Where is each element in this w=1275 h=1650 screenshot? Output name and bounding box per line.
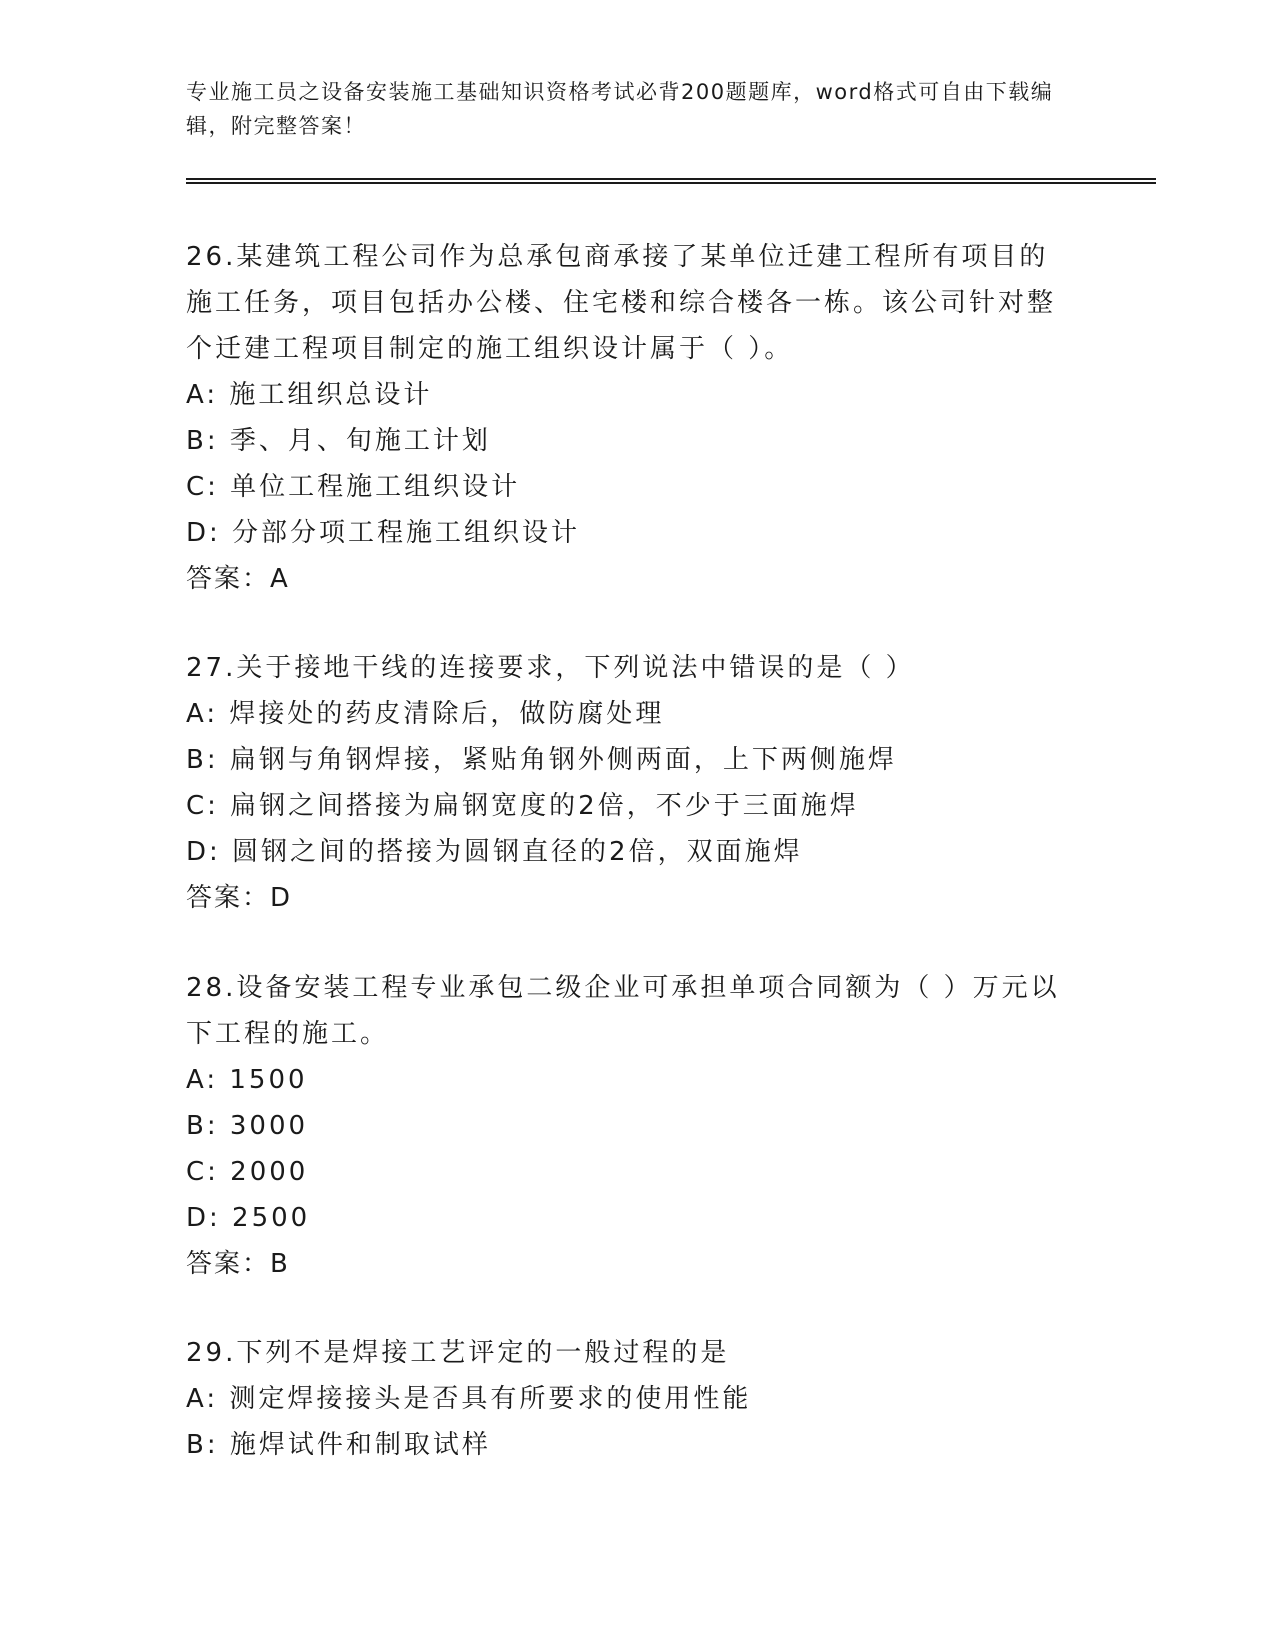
question-stem: 26.某建筑工程公司作为总承包商承接了某单位迁建工程所有项目的施工任务，项目包括办公楼、住宅楼和综合楼各一栋。该公司针对整个迁建工程项目制定的施工组织设计属于（ ）。 [186,242,1057,364]
option-a: A: 测定焊接接头是否具有所要求的使用性能 [186,1384,752,1414]
option-b: B: 季、月、旬施工计划 [186,426,491,456]
option-c: C: 2000 [186,1157,309,1187]
question-28 [186,965,1066,1287]
option-d: D: 分部分项工程施工组织设计 [186,518,581,548]
question-stem: 27.关于接地干线的连接要求，下列说法中错误的是（ ） [186,653,915,683]
option-a: A: 1500 [186,1065,308,1095]
answer: 答案：B [186,1249,290,1279]
option-d: D: 圆钢之间的搭接为圆钢直径的2倍，双面施焊 [186,837,803,867]
question-26 [186,234,1066,602]
question-stem: 29.下列不是焊接工艺评定的一般过程的是 [186,1338,730,1368]
option-b: B: 扁钢与角钢焊接，紧贴角钢外侧两面，上下两侧施焊 [186,745,897,775]
question-27 [186,645,1066,921]
option-c: C: 单位工程施工组织设计 [186,472,521,502]
question-29 [186,1330,1066,1468]
option-a: A: 施工组织总设计 [186,380,433,410]
option-b: B: 施焊试件和制取试样 [186,1430,491,1460]
option-d: D: 2500 [186,1203,311,1233]
option-c: C: 扁钢之间搭接为扁钢宽度的2倍，不少于三面施焊 [186,791,859,821]
option-a: A: 焊接处的药皮清除后，做防腐处理 [186,699,665,729]
option-b: B: 3000 [186,1111,309,1141]
answer: 答案：A [186,564,290,594]
header-divider [186,178,1156,184]
document-header: 专业施工员之设备安装施工基础知识资格考试必背200题题库，word格式可自由下载编辑，附完整答案！ [186,80,1054,138]
answer: 答案：D [186,883,293,913]
question-stem: 28.设备安装工程专业承包二级企业可承担单项合同额为（ ）万元以下工程的施工。 [186,973,1060,1049]
